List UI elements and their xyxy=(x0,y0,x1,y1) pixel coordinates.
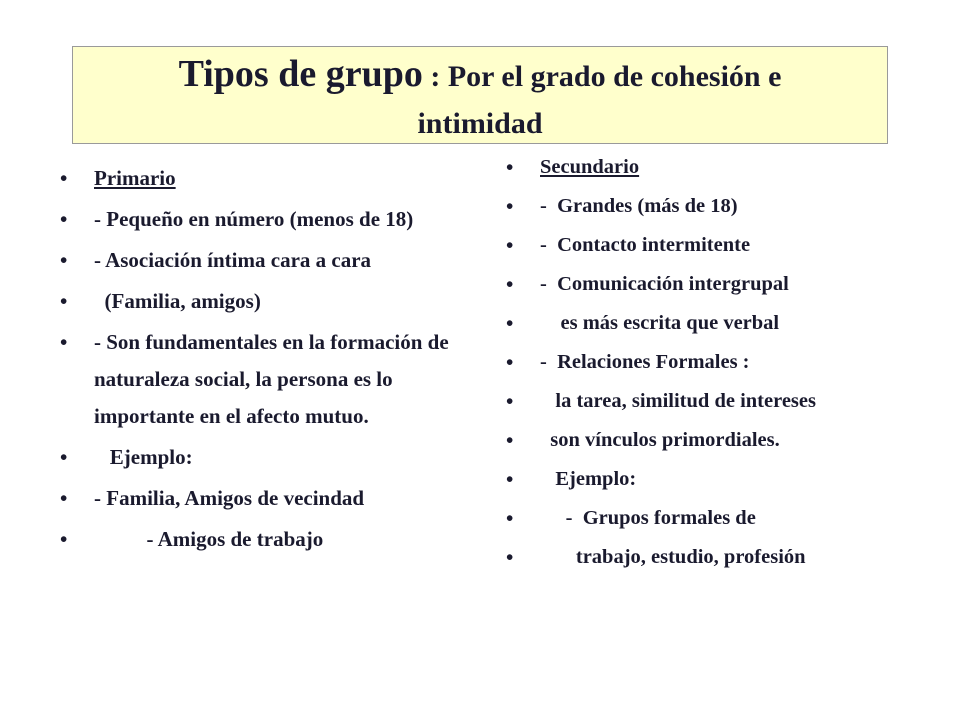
primary-group-column xyxy=(60,160,490,562)
list-item: • - Pequeño en número (menos de 18) xyxy=(60,201,490,238)
list-item: • Ejemplo: xyxy=(60,439,490,476)
list-item: • - Grandes (más de 18) xyxy=(506,191,926,222)
list-item: • es más escrita que verbal xyxy=(506,308,926,339)
secondary-heading: • Secundario xyxy=(506,152,926,183)
list-item: • - Familia, Amigos de vecindad xyxy=(60,480,490,517)
title-subtitle: : Por el grado de cohesión e xyxy=(422,60,782,93)
list-item: • la tarea, similitud de intereses xyxy=(506,386,926,417)
list-item: • trabajo, estudio, profesión xyxy=(506,542,926,573)
list-item: • (Familia, amigos) xyxy=(60,283,490,320)
slide-title xyxy=(72,46,888,144)
list-item: • - Grupos formales de xyxy=(506,503,926,534)
title-main: Tipos de grupo xyxy=(178,53,423,95)
list-item: • - Asociación íntima cara a cara xyxy=(60,242,490,279)
list-item: • Ejemplo: xyxy=(506,464,926,495)
secondary-group-column xyxy=(506,152,926,581)
list-item: • - Amigos de trabajo xyxy=(60,521,490,558)
list-item: • - Son fundamentales en la formación de naturaleza social, la persona es lo importante en el afecto mutuo. xyxy=(60,324,490,435)
list-item: • son vínculos primordiales. xyxy=(506,425,926,456)
list-item: • - Relaciones Formales : xyxy=(506,347,926,378)
list-item: • - Comunicación intergrupal xyxy=(506,269,926,300)
title-subtitle-line2: intimidad xyxy=(417,107,543,140)
primary-heading: • Primario xyxy=(60,160,490,197)
list-item: • - Contacto intermitente xyxy=(506,230,926,261)
